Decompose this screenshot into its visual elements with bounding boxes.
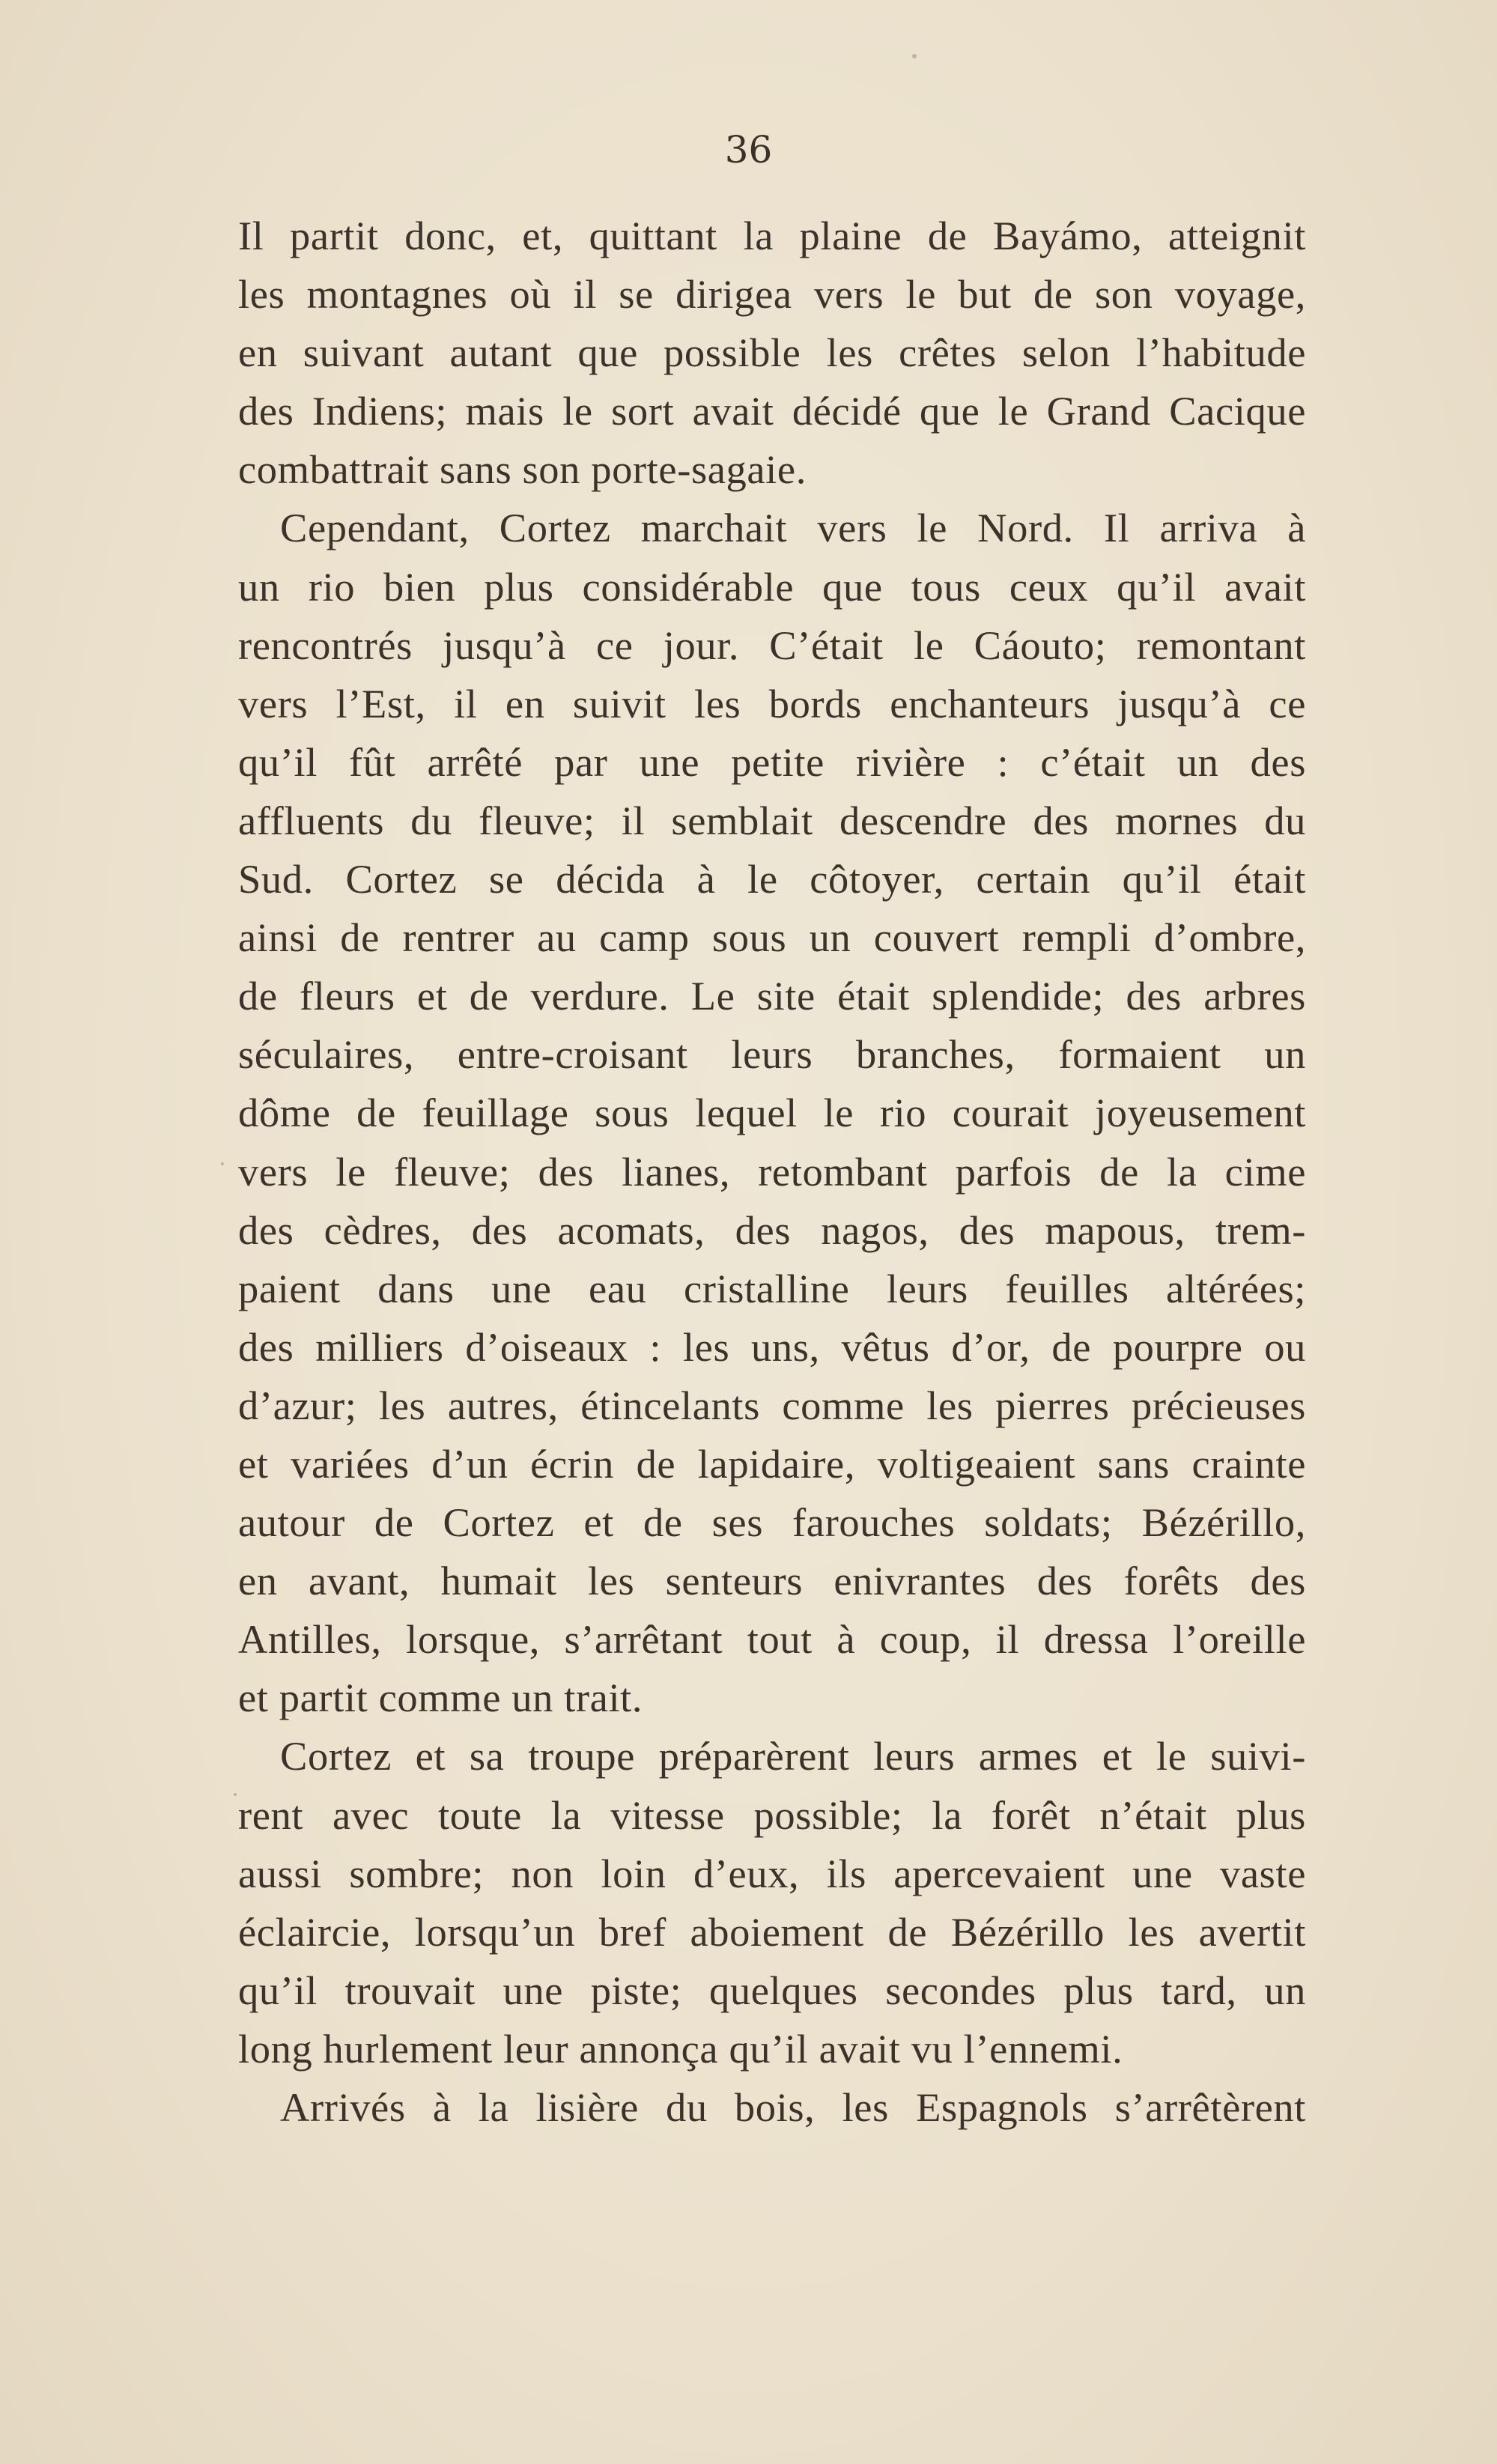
paper-speck: [912, 54, 917, 58]
body-text: [238, 207, 1306, 2137]
text-line: Arrivés à la lisière du bois, les Espagnols s’arrêtèrent: [280, 2084, 1306, 2130]
text-line: des cèdres, des acomats, des nagos, des mapous, trem-: [238, 1207, 1306, 1253]
page-number: 36: [724, 128, 773, 172]
text-line: rencontrés jusqu’à ce jour. C’était le Cáouto; remontant: [238, 622, 1306, 668]
text-line: en suivant autant que possible les crêtes selon l’habitude: [238, 330, 1306, 376]
text-line: rent avec toute la vitesse possible; la forêt n’était plus: [238, 1791, 1306, 1838]
text-line: combattrait sans son porte-sagaie.: [238, 446, 807, 493]
text-line: Sud. Cortez se décida à le côtoyer, certain qu’il était: [238, 856, 1306, 902]
text-line: des milliers d’oiseaux : les uns, vêtus d’or, de pourpre ou: [238, 1323, 1306, 1370]
text-line: Cependant, Cortez marchait vers le Nord. Il arriva à: [280, 505, 1306, 551]
text-line: Cortez et sa troupe préparèrent leurs armes et le suivi-: [280, 1733, 1306, 1779]
text-line: d’azur; les autres, étincelants comme les pierres précieuses: [238, 1382, 1306, 1428]
text-line: et variées d’un écrin de lapidaire, voltigeaient sans crainte: [238, 1440, 1306, 1487]
paragraph: [238, 2078, 1306, 2137]
text-line: qu’il trouvait une piste; quelques secondes plus tard, un: [238, 1967, 1306, 2013]
text-line: des Indiens; mais le sort avait décidé que le Grand Cacique: [238, 388, 1306, 434]
paper-speck: [234, 1793, 237, 1796]
text-line: et partit comme un trait.: [238, 1675, 643, 1721]
text-line: paient dans une eau cristalline leurs feuilles altérées;: [238, 1265, 1306, 1311]
text-line: Antilles, lorsque, s’arrêtant tout à coup, il dressa l’oreille: [238, 1616, 1306, 1663]
text-line: aussi sombre; non loin d’eux, ils apercevaient une vaste: [238, 1850, 1306, 1896]
text-line: en avant, humait les senteurs enivrantes des forêts des: [238, 1558, 1306, 1604]
paragraph: [238, 207, 1306, 499]
paper-speck: [221, 1162, 224, 1165]
text-line: ainsi de rentrer au camp sous un couvert rempli d’ombre,: [238, 914, 1306, 961]
text-line: vers le fleuve; des lianes, retombant parfois de la cime: [238, 1148, 1306, 1195]
text-line: vers l’Est, il en suivit les bords enchanteurs jusqu’à ce: [238, 680, 1306, 726]
text-line: long hurlement leur annonça qu’il avait vu l’ennemi.: [238, 2025, 1123, 2072]
text-line: dôme de feuillage sous lequel le rio courait joyeusement: [238, 1090, 1306, 1136]
text-line: un rio bien plus considérable que tous ceux qu’il avait: [238, 563, 1306, 610]
text-line: séculaires, entre-croisant leurs branches, formaient un: [238, 1031, 1306, 1078]
paragraph: [238, 1727, 1306, 2078]
text-line: Il partit donc, et, quittant la plaine de Bayámo, atteignit: [238, 213, 1306, 258]
text-line: qu’il fût arrêté par une petite rivière : c’était un des: [238, 738, 1306, 785]
text-line: affluents du fleuve; il semblait descendre des mornes du: [238, 797, 1306, 843]
text-line: éclaircie, lorsqu’un bref aboiement de Bézérillo les avertit: [238, 1908, 1306, 1955]
paragraph: [238, 499, 1306, 1727]
text-line: autour de Cortez et de ses farouches soldats; Bézérillo,: [238, 1499, 1306, 1546]
text-line: les montagnes où il se dirigea vers le but de son voyage,: [238, 271, 1306, 318]
text-line: de fleurs et de verdure. Le site était splendide; des arbres: [238, 973, 1306, 1019]
